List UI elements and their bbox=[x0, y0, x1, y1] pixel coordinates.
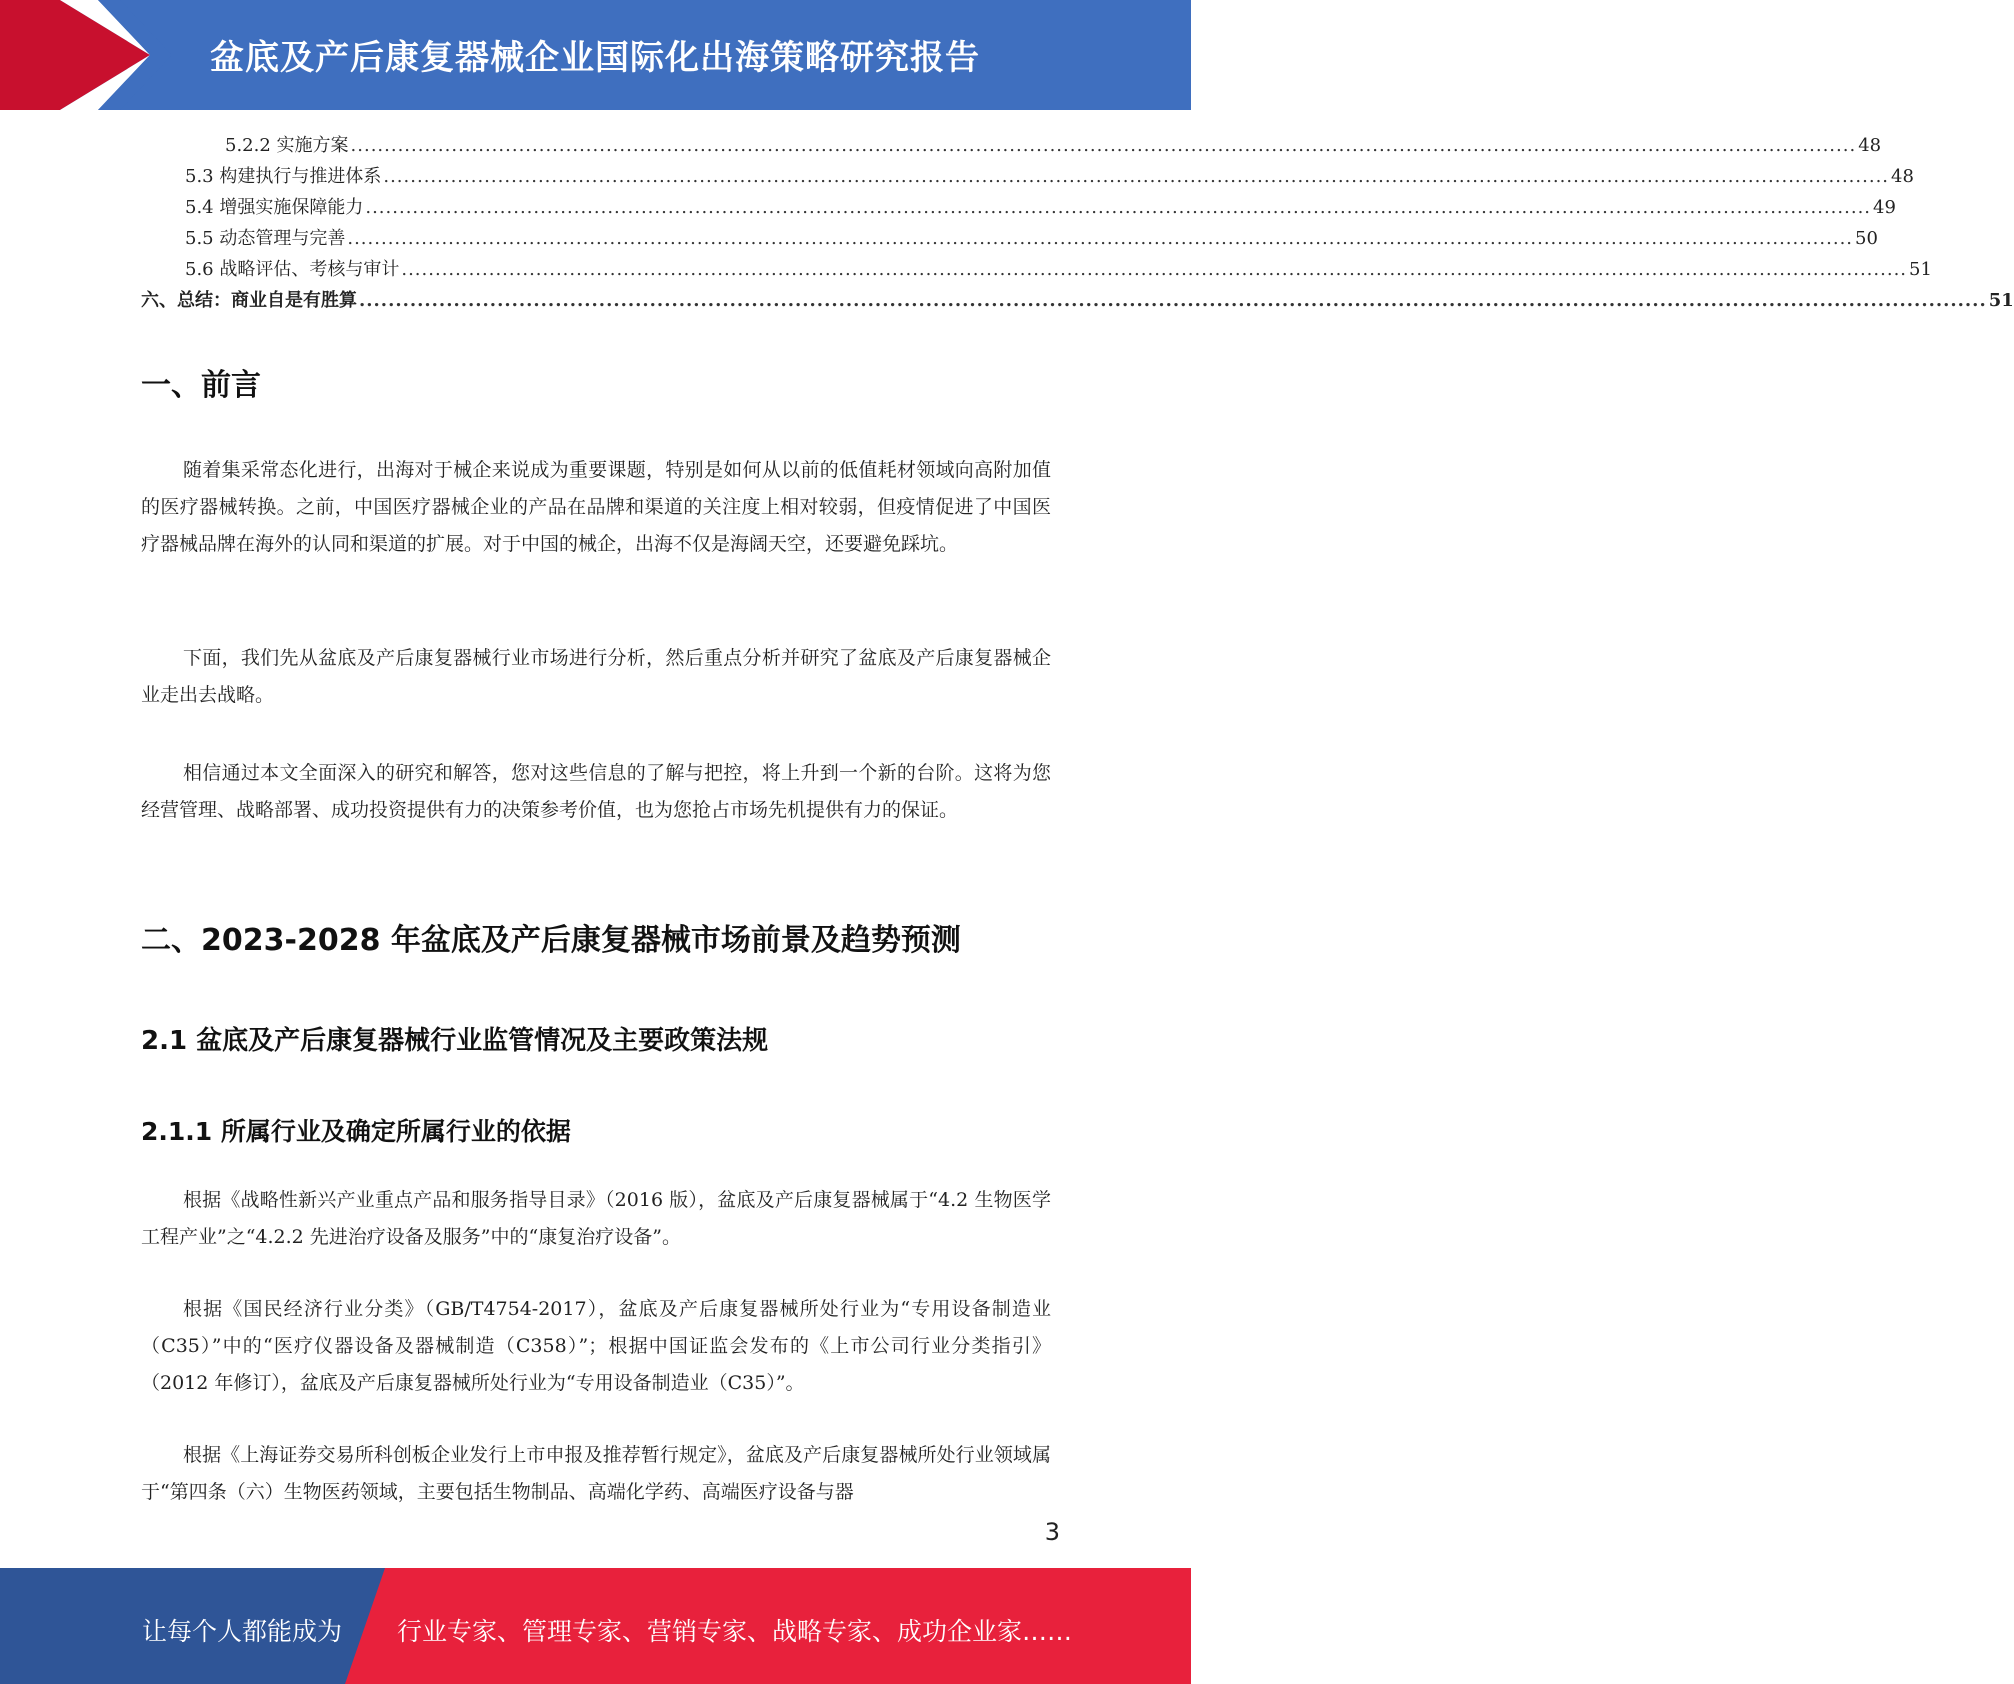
toc-entry-label: 5.5 动态管理与完善 bbox=[185, 228, 346, 249]
toc-entry-page: 50 bbox=[1855, 228, 1878, 249]
toc-entry-page: 51 bbox=[1988, 290, 2014, 311]
body-paragraph: 根据《上海证券交易所科创板企业发行上市申报及推荐暂行规定》，盆底及产后康复器械所处行业领域属于“第四条（六）生物医药领域，主要包括生物制品、高端化学药、高端医疗设备与器 bbox=[141, 1444, 1051, 1503]
toc-entry-label: 5.2.2 实施方案 bbox=[225, 135, 349, 156]
toc-entry-page: 48 bbox=[1858, 135, 1882, 156]
toc-entry-page: 48 bbox=[1891, 166, 1914, 187]
body-paragraph: 随着集采常态化进行，出海对于械企来说成为重要课题，特别是如何从以前的低值耗材领域向高附加值的医疗器械转换。之前，中国医疗器械企业的产品在品牌和渠道的关注度上相对较弱，但疫情促进了中国医疗器械品牌在海外的认同和渠道的扩展。对于中国的械企，出海不仅是海阔天空，还要避免踩坑。 bbox=[141, 459, 1051, 555]
toc-entry[interactable] bbox=[141, 130, 1882, 161]
toc-entry-page: 51 bbox=[1909, 259, 1932, 280]
toc-entry-label: 5.3 构建执行与推进体系 bbox=[185, 166, 382, 187]
toc-entry[interactable] bbox=[141, 223, 1878, 254]
page-header bbox=[0, 0, 1191, 110]
body-paragraph: 根据《国民经济行业分类》（GB/T4754-2017），盆底及产后康复器械所处行业为“专用设备制造业（C35）”中的“医疗仪器设备及器械制造（C358）”；根据中国证监会发布的《上市公司行业分类指引》（2012 年修订），盆底及产后康复器械所处行业为“专用设备制造业（C35）”。 bbox=[141, 1298, 1051, 1394]
toc-entry-label: 六、总结：商业自是有胜算 bbox=[141, 290, 357, 311]
section-heading-preface: 一、前言 bbox=[141, 368, 261, 403]
page-footer bbox=[0, 1568, 1191, 1684]
toc-entry-label: 5.4 增强实施保障能力 bbox=[185, 197, 364, 218]
toc-entry[interactable] bbox=[141, 192, 1896, 223]
footer-slogan-right: 行业专家、管理专家、营销专家、战略专家、成功企业家…… bbox=[397, 1617, 1073, 1646]
toc-entry[interactable] bbox=[141, 254, 1932, 285]
page-number: 3 bbox=[1044, 1518, 1060, 1546]
subsection-heading-regulation: 2.1 盆底及产后康复器械行业监管情况及主要政策法规 bbox=[141, 1026, 769, 1056]
toc-leader-dots: ................................................................................................................................................................................................................................ bbox=[383, 166, 1890, 187]
body-paragraph: 下面，我们先从盆底及产后康复器械行业市场进行分析，然后重点分析并研究了盆底及产后康复器械企业走出去战略。 bbox=[141, 647, 1051, 706]
toc-leader-dots: ................................................................................................................................................................................................................................ bbox=[347, 228, 1854, 249]
toc-entry-page: 49 bbox=[1873, 197, 1896, 218]
section-heading-market-forecast: 二、2023-2028 年盆底及产后康复器械市场前景及趋势预测 bbox=[141, 923, 961, 958]
body-paragraph: 根据《战略性新兴产业重点产品和服务指导目录》（2016 版），盆底及产后康复器械属于“4.2 生物医学工程产业”之“4.2.2 先进治疗设备及服务”中的“康复治疗设备”。 bbox=[141, 1189, 1051, 1248]
footer-slogan-left: 让每个人都能成为 bbox=[142, 1617, 343, 1646]
toc-leader-dots: ................................................................................................................................................................................................................................ bbox=[350, 135, 1857, 156]
toc-leader-dots: ................................................................................................................................................................................................................................ bbox=[401, 259, 1908, 280]
toc-leader-dots: ................................................................................................................................................................................................................................ bbox=[359, 290, 1987, 311]
toc-entry-label: 5.6 战略评估、考核与审计 bbox=[185, 259, 400, 280]
toc-leader-dots: ................................................................................................................................................................................................................................ bbox=[365, 197, 1872, 218]
subsubsection-heading-industry-basis: 2.1.1 所属行业及确定所属行业的依据 bbox=[141, 1117, 571, 1146]
body-paragraph: 相信通过本文全面深入的研究和解答，您对这些信息的了解与把控，将上升到一个新的台阶。这将为您经营管理、战略部署、成功投资提供有力的决策参考价值，也为您抢占市场先机提供有力的保证。 bbox=[141, 762, 1051, 821]
table-of-contents bbox=[141, 130, 2014, 316]
toc-entry[interactable] bbox=[141, 285, 2014, 316]
report-title: 盆底及产后康复器械企业国际化出海策略研究报告 bbox=[210, 38, 980, 78]
toc-entry[interactable] bbox=[141, 161, 1914, 192]
